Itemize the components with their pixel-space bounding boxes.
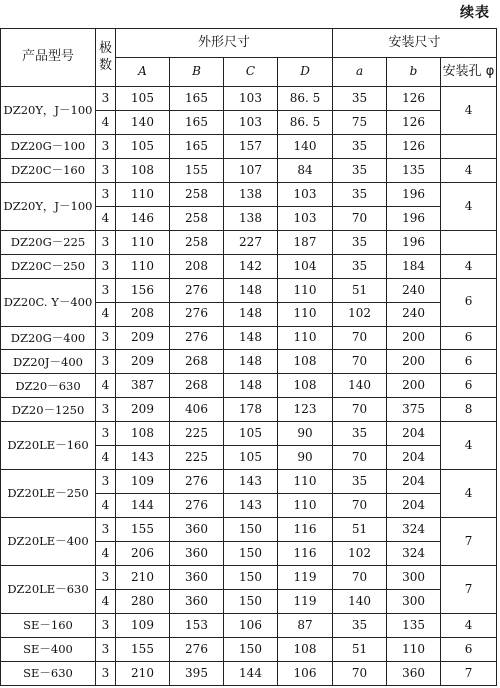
- cell-C: 148: [224, 326, 278, 350]
- cell-C: 150: [224, 518, 278, 542]
- cell-a: 35: [333, 230, 387, 254]
- cell-mounting-hole: 6: [441, 278, 497, 326]
- cell-b: 204: [387, 470, 441, 494]
- cell-poles: 3: [96, 230, 116, 254]
- cell-C: 143: [224, 494, 278, 518]
- cell-model: DZ20G－400: [1, 326, 96, 350]
- continued-table-caption: 续表: [460, 5, 490, 21]
- cell-model: SE－160: [1, 613, 96, 637]
- cell-D: 110: [278, 494, 333, 518]
- cell-poles: 4: [96, 494, 116, 518]
- cell-A: 110: [116, 230, 170, 254]
- cell-a: 51: [333, 518, 387, 542]
- cell-b: 196: [387, 182, 441, 206]
- cell-b: 135: [387, 158, 441, 182]
- cell-D: 90: [278, 446, 333, 470]
- cell-B: 268: [170, 350, 224, 374]
- cell-A: 155: [116, 518, 170, 542]
- cell-a: 70: [333, 566, 387, 590]
- header-col-C: C: [224, 58, 278, 87]
- cell-mounting-hole: 4: [441, 254, 497, 278]
- header-install-dimensions: 安装尺寸: [333, 29, 497, 58]
- cell-mounting-hole: [441, 134, 497, 158]
- cell-b: 135: [387, 613, 441, 637]
- table-row: [1, 254, 497, 278]
- cell-B: 153: [170, 613, 224, 637]
- cell-C: 138: [224, 206, 278, 230]
- cell-a: 70: [333, 326, 387, 350]
- cell-poles: 3: [96, 518, 116, 542]
- cell-A: 209: [116, 326, 170, 350]
- cell-D: 116: [278, 518, 333, 542]
- cell-poles: 3: [96, 350, 116, 374]
- cell-mounting-hole: 6: [441, 374, 497, 398]
- cell-b: 126: [387, 110, 441, 134]
- header-poles: [96, 29, 116, 87]
- cell-A: 110: [116, 182, 170, 206]
- cell-b: 110: [387, 637, 441, 661]
- cell-mounting-hole: 7: [441, 661, 497, 685]
- header-mounting-hole: 安装孔 φ: [441, 58, 497, 87]
- cell-poles: 3: [96, 182, 116, 206]
- cell-poles: 3: [96, 398, 116, 422]
- cell-poles: 3: [96, 566, 116, 590]
- cell-C: 105: [224, 446, 278, 470]
- cell-a: 51: [333, 637, 387, 661]
- cell-mounting-hole: 4: [441, 470, 497, 518]
- cell-poles: 3: [96, 87, 116, 111]
- table-row: [1, 470, 497, 494]
- cell-a: 35: [333, 470, 387, 494]
- cell-C: 138: [224, 182, 278, 206]
- cell-A: 108: [116, 422, 170, 446]
- cell-B: 258: [170, 206, 224, 230]
- cell-D: 86. 5: [278, 87, 333, 111]
- cell-b: 375: [387, 398, 441, 422]
- cell-A: 144: [116, 494, 170, 518]
- cell-C: 227: [224, 230, 278, 254]
- cell-b: 360: [387, 661, 441, 685]
- cell-a: 35: [333, 182, 387, 206]
- cell-model: DZ20C－160: [1, 158, 96, 182]
- cell-model: DZ20－1250: [1, 398, 96, 422]
- cell-D: 140: [278, 134, 333, 158]
- cell-C: 142: [224, 254, 278, 278]
- cell-C: 150: [224, 590, 278, 614]
- cell-C: 103: [224, 110, 278, 134]
- cell-D: 108: [278, 637, 333, 661]
- cell-D: 84: [278, 158, 333, 182]
- cell-model: DZ20Y，J－100: [1, 87, 96, 135]
- cell-A: 156: [116, 278, 170, 302]
- cell-D: 86. 5: [278, 110, 333, 134]
- header-col-A: A: [116, 58, 170, 87]
- cell-poles: 4: [96, 542, 116, 566]
- header-col-b: b: [387, 58, 441, 87]
- cell-B: 268: [170, 374, 224, 398]
- cell-A: 155: [116, 637, 170, 661]
- cell-D: 116: [278, 542, 333, 566]
- cell-A: 206: [116, 542, 170, 566]
- cell-a: 70: [333, 494, 387, 518]
- cell-model: DZ20J－400: [1, 350, 96, 374]
- cell-A: 146: [116, 206, 170, 230]
- table-row: [1, 613, 497, 637]
- cell-poles: 3: [96, 422, 116, 446]
- cell-b: 324: [387, 542, 441, 566]
- table-row: [1, 182, 497, 206]
- cell-poles: 3: [96, 613, 116, 637]
- cell-B: 165: [170, 134, 224, 158]
- cell-b: 300: [387, 590, 441, 614]
- cell-model: SE－630: [1, 661, 96, 685]
- cell-a: 70: [333, 398, 387, 422]
- cell-model: DZ20Y，J－100: [1, 182, 96, 230]
- cell-poles: 3: [96, 278, 116, 302]
- cell-D: 119: [278, 566, 333, 590]
- table-row: [1, 661, 497, 685]
- cell-poles: 4: [96, 446, 116, 470]
- table-body: [1, 87, 497, 686]
- cell-B: 225: [170, 446, 224, 470]
- cell-D: 104: [278, 254, 333, 278]
- cell-a: 70: [333, 446, 387, 470]
- table-row: [1, 158, 497, 182]
- cell-C: 105: [224, 422, 278, 446]
- cell-a: 35: [333, 613, 387, 637]
- cell-B: 155: [170, 158, 224, 182]
- cell-B: 276: [170, 302, 224, 326]
- header-col-D: D: [278, 58, 333, 87]
- cell-mounting-hole: 7: [441, 566, 497, 614]
- cell-A: 210: [116, 661, 170, 685]
- cell-poles: 3: [96, 326, 116, 350]
- cell-A: 105: [116, 87, 170, 111]
- cell-model: DZ20LE－630: [1, 566, 96, 614]
- cell-D: 87: [278, 613, 333, 637]
- cell-b: 184: [387, 254, 441, 278]
- cell-mounting-hole: 8: [441, 398, 497, 422]
- cell-A: 105: [116, 134, 170, 158]
- cell-D: 103: [278, 206, 333, 230]
- cell-C: 148: [224, 350, 278, 374]
- cell-b: 240: [387, 278, 441, 302]
- cell-a: 75: [333, 110, 387, 134]
- cell-mounting-hole: 4: [441, 158, 497, 182]
- cell-D: 108: [278, 350, 333, 374]
- cell-A: 109: [116, 470, 170, 494]
- cell-mounting-hole: 7: [441, 518, 497, 566]
- cell-A: 208: [116, 302, 170, 326]
- cell-b: 126: [387, 134, 441, 158]
- cell-model: DZ20－630: [1, 374, 96, 398]
- cell-A: 110: [116, 254, 170, 278]
- dimensions-table: [0, 28, 497, 686]
- cell-B: 395: [170, 661, 224, 685]
- cell-a: 35: [333, 87, 387, 111]
- cell-C: 157: [224, 134, 278, 158]
- cell-b: 200: [387, 350, 441, 374]
- cell-b: 300: [387, 566, 441, 590]
- table-row: [1, 637, 497, 661]
- cell-A: 143: [116, 446, 170, 470]
- cell-D: 108: [278, 374, 333, 398]
- cell-B: 406: [170, 398, 224, 422]
- cell-mounting-hole: 6: [441, 350, 497, 374]
- cell-D: 106: [278, 661, 333, 685]
- cell-a: 70: [333, 661, 387, 685]
- cell-D: 90: [278, 422, 333, 446]
- table-row: [1, 518, 497, 542]
- cell-b: 200: [387, 374, 441, 398]
- cell-B: 360: [170, 542, 224, 566]
- cell-poles: 3: [96, 134, 116, 158]
- table-row: [1, 350, 497, 374]
- cell-C: 106: [224, 613, 278, 637]
- cell-D: 123: [278, 398, 333, 422]
- table-row: [1, 326, 497, 350]
- cell-poles: 3: [96, 637, 116, 661]
- cell-B: 225: [170, 422, 224, 446]
- cell-a: 35: [333, 254, 387, 278]
- cell-poles: 4: [96, 374, 116, 398]
- cell-mounting-hole: 6: [441, 637, 497, 661]
- cell-A: 280: [116, 590, 170, 614]
- cell-a: 140: [333, 374, 387, 398]
- cell-C: 148: [224, 374, 278, 398]
- cell-model: DZ20G－100: [1, 134, 96, 158]
- cell-B: 276: [170, 326, 224, 350]
- cell-A: 209: [116, 350, 170, 374]
- cell-poles: 3: [96, 661, 116, 685]
- cell-b: 126: [387, 87, 441, 111]
- cell-a: 35: [333, 158, 387, 182]
- cell-C: 107: [224, 158, 278, 182]
- cell-D: 119: [278, 590, 333, 614]
- cell-poles: 4: [96, 590, 116, 614]
- cell-D: 187: [278, 230, 333, 254]
- cell-B: 276: [170, 278, 224, 302]
- cell-b: 204: [387, 446, 441, 470]
- header-model: 产品型号: [1, 29, 96, 87]
- cell-a: 51: [333, 278, 387, 302]
- cell-mounting-hole: 6: [441, 326, 497, 350]
- cell-poles: 3: [96, 254, 116, 278]
- cell-C: 103: [224, 87, 278, 111]
- cell-A: 209: [116, 398, 170, 422]
- cell-model: DZ20LE－160: [1, 422, 96, 470]
- cell-B: 360: [170, 566, 224, 590]
- cell-B: 276: [170, 494, 224, 518]
- cell-poles: 4: [96, 302, 116, 326]
- cell-B: 258: [170, 230, 224, 254]
- cell-model: DZ20LE－250: [1, 470, 96, 518]
- cell-D: 103: [278, 182, 333, 206]
- cell-b: 204: [387, 494, 441, 518]
- cell-mounting-hole: 4: [441, 613, 497, 637]
- cell-poles: 4: [96, 206, 116, 230]
- cell-a: 140: [333, 590, 387, 614]
- cell-b: 196: [387, 230, 441, 254]
- cell-C: 150: [224, 637, 278, 661]
- header-col-B: B: [170, 58, 224, 87]
- header-col-a: a: [333, 58, 387, 87]
- cell-B: 276: [170, 637, 224, 661]
- cell-B: 360: [170, 590, 224, 614]
- table-row: [1, 278, 497, 302]
- cell-A: 387: [116, 374, 170, 398]
- cell-mounting-hole: 4: [441, 422, 497, 470]
- cell-B: 165: [170, 110, 224, 134]
- cell-model: DZ20C－250: [1, 254, 96, 278]
- cell-C: 150: [224, 542, 278, 566]
- cell-A: 108: [116, 158, 170, 182]
- cell-b: 196: [387, 206, 441, 230]
- cell-C: 178: [224, 398, 278, 422]
- cell-D: 110: [278, 326, 333, 350]
- table-row: [1, 566, 497, 590]
- cell-a: 70: [333, 350, 387, 374]
- cell-mounting-hole: 4: [441, 87, 497, 135]
- cell-C: 148: [224, 278, 278, 302]
- cell-A: 140: [116, 110, 170, 134]
- cell-a: 70: [333, 206, 387, 230]
- cell-mounting-hole: [441, 230, 497, 254]
- cell-C: 148: [224, 302, 278, 326]
- cell-poles: 4: [96, 110, 116, 134]
- cell-C: 143: [224, 470, 278, 494]
- table-row: [1, 230, 497, 254]
- header-outline-dimensions: 外形尺寸: [116, 29, 333, 58]
- cell-model: DZ20LE－400: [1, 518, 96, 566]
- cell-b: 324: [387, 518, 441, 542]
- cell-a: 35: [333, 422, 387, 446]
- cell-A: 210: [116, 566, 170, 590]
- cell-poles: 3: [96, 470, 116, 494]
- cell-B: 276: [170, 470, 224, 494]
- cell-D: 110: [278, 278, 333, 302]
- cell-model: DZ20C. Y－400: [1, 278, 96, 326]
- table-row: [1, 374, 497, 398]
- cell-B: 258: [170, 182, 224, 206]
- cell-a: 35: [333, 134, 387, 158]
- cell-B: 208: [170, 254, 224, 278]
- table-row: [1, 87, 497, 111]
- cell-A: 109: [116, 613, 170, 637]
- table-row: [1, 398, 497, 422]
- cell-D: 110: [278, 302, 333, 326]
- cell-B: 165: [170, 87, 224, 111]
- cell-a: 102: [333, 542, 387, 566]
- cell-b: 200: [387, 326, 441, 350]
- cell-B: 360: [170, 518, 224, 542]
- header-poles-text: 极 数: [98, 41, 112, 73]
- cell-C: 144: [224, 661, 278, 685]
- cell-poles: 3: [96, 158, 116, 182]
- cell-a: 102: [333, 302, 387, 326]
- cell-b: 240: [387, 302, 441, 326]
- cell-model: DZ20G－225: [1, 230, 96, 254]
- cell-C: 150: [224, 566, 278, 590]
- cell-b: 204: [387, 422, 441, 446]
- table-row: [1, 134, 497, 158]
- cell-mounting-hole: 4: [441, 182, 497, 230]
- cell-D: 110: [278, 470, 333, 494]
- cell-model: SE－400: [1, 637, 96, 661]
- table-row: [1, 422, 497, 446]
